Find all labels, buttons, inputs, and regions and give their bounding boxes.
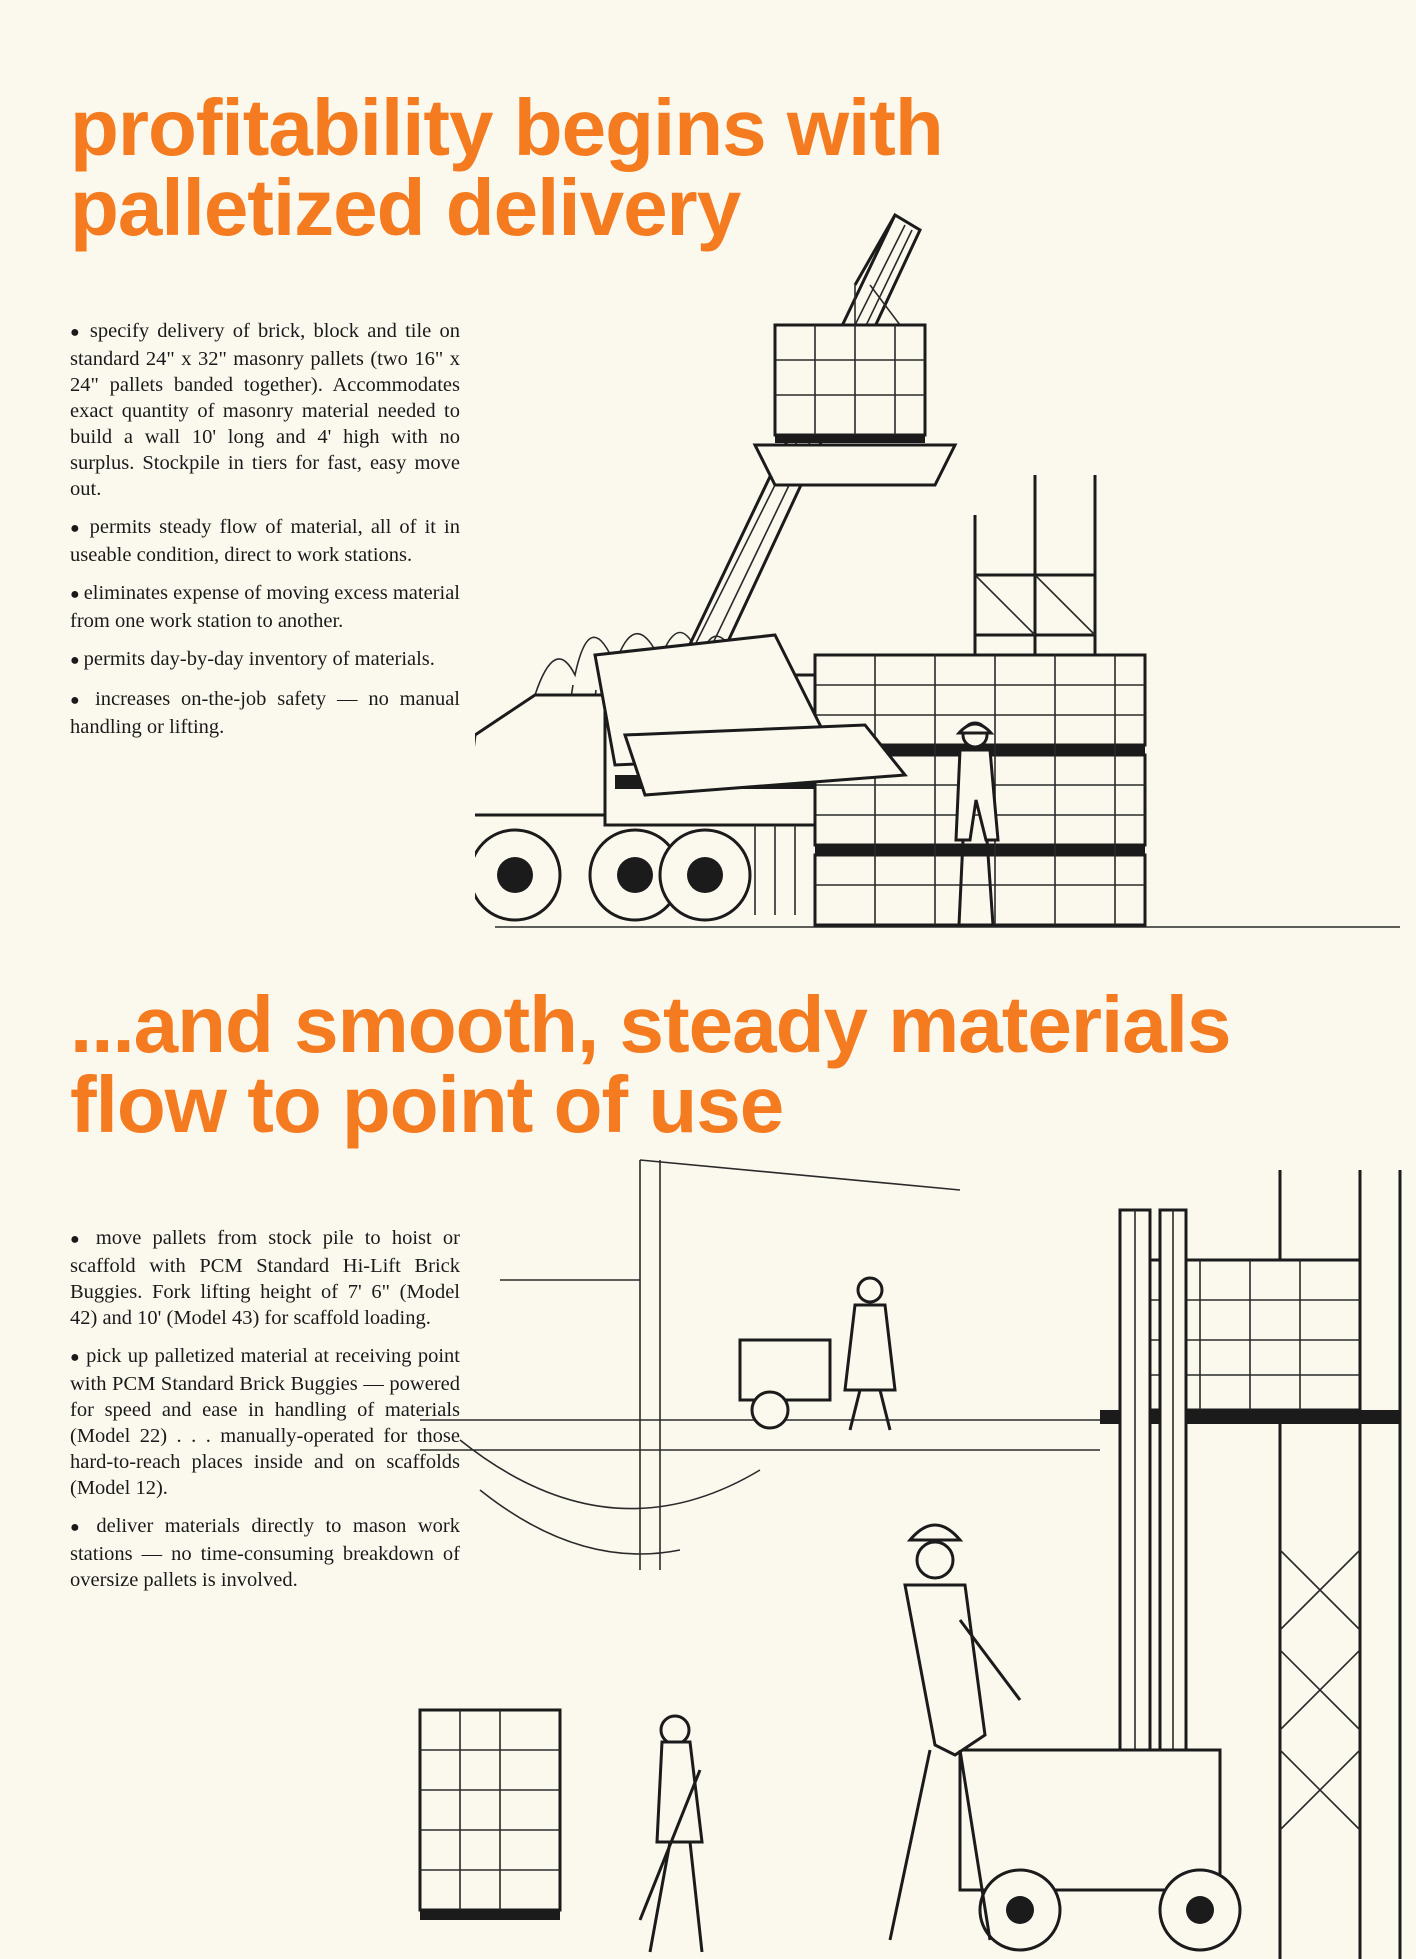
- bullet-item: ● increases on-the-job safety — no manual handling or lifting.: [70, 686, 460, 740]
- bullet-item: ● permits day-by-day inventory of materials.: [70, 646, 460, 674]
- bullet-item: ● specify delivery of brick, block and tile on standard 24" x 32" masonry pallets (two 16" x 24" pallets banded together). Accommodates exact quantity of masonry material needed to build a wall 10' long and 4' high with no surplus. Stockpile in tiers for fast, easy move out.: [70, 318, 460, 502]
- headline-line-1: profitability begins with: [70, 83, 943, 172]
- bullet-item: ● move pallets from stock pile to hoist or scaffold with PCM Standard Hi-Lift Brick Buggies. Fork lifting height of 7' 6" (Model 42) and 10' (Model 43) for scaffold loading.: [70, 1225, 460, 1331]
- headline-line-1: ...and smooth, steady materials: [70, 980, 1231, 1069]
- bullet-item: ● deliver materials directly to mason work stations — no time-consuming breakdown of oversize pallets is involved.: [70, 1513, 460, 1593]
- second-worker: [640, 1716, 702, 1952]
- bullet-item: ● eliminates expense of moving excess material from one work station to another.: [70, 580, 460, 634]
- bullet-item: ● pick up palletized material at receiving point with PCM Standard Brick Buggies — powered for speed and ease in handling of materials (Model 22) . . . manually-operated for those hard-to-reach places inside and on scaffolds (Model 12).: [70, 1343, 460, 1501]
- upper-worker: [740, 1278, 895, 1430]
- headline-line-2: flow to point of use: [70, 1060, 784, 1149]
- ground-brick-stack: [420, 1710, 560, 1920]
- suspended-pallet: [755, 325, 955, 485]
- brick-buggy-illustration: [400, 1150, 1416, 1959]
- bullet-item: ● permits steady flow of material, all of it in useable condition, direct to work stations.: [70, 514, 460, 568]
- headline-line-2: palletized delivery: [70, 163, 741, 252]
- headline-materials-flow: [70, 980, 1231, 1149]
- bullet-list-delivery: [70, 318, 460, 752]
- crane-truck-illustration: [475, 175, 1400, 935]
